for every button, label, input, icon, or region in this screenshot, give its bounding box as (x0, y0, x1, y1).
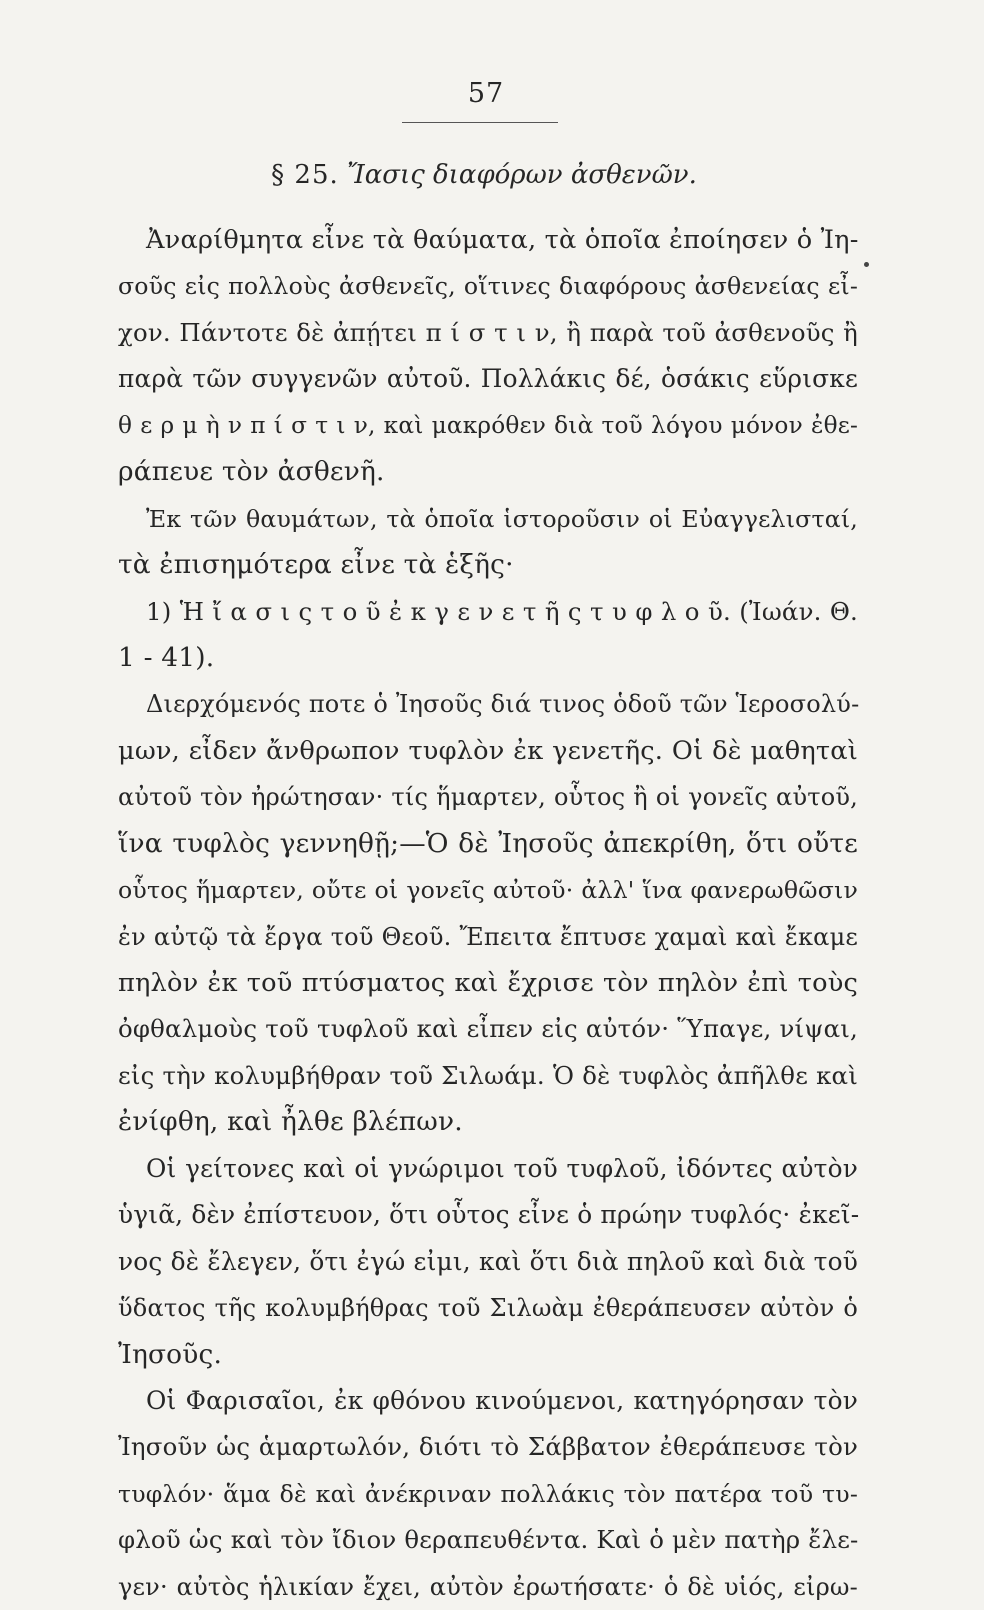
text-line: εἰς τὴν κολυμβήθραν τοῦ Σιλωάμ. Ὁ δὲ τυφλὸς ἀπῆλθε καὶ (118, 1060, 858, 1090)
text-line: πηλὸν ἐκ τοῦ πτύσματος καὶ ἔχρισε τὸν πηλὸν ἐπὶ τοὺς (118, 968, 858, 998)
text-line: Ἰησοῦς. (118, 1338, 223, 1370)
text-line: τὰ ἐπισημότερα εἶνε τὰ ἑξῆς· (118, 549, 514, 581)
text-line: Οἱ Φαρισαῖοι, ἐκ φθόνου κινούμενοι, κατηγόρησαν τὸν (146, 1385, 858, 1415)
text-line: Ἀναρίθμητα εἶνε τὰ θαύματα, τὰ ὁποῖα ἐποίησεν ὁ Ἰη- (146, 225, 859, 255)
text-line: χον. Πάντοτε δὲ ἀπῄτει π ί σ τ ι ν, ἢ παρὰ τοῦ ἀσθενοῦς ἢ (118, 317, 858, 347)
text-line: μων, εἶδεν ἄνθρωπον τυφλὸν ἐκ γενετῆς. Οἱ δὲ μαθηταὶ (118, 735, 858, 766)
body-text (118, 217, 858, 1610)
text-line: Ἰησοῦν ὡς ἁμαρτωλόν, διότι τὸ Σάββατον ἐθεράπευσε τὸν (118, 1432, 858, 1462)
section-heading (0, 160, 976, 190)
text-line: 1 - 41). (118, 641, 215, 673)
text-line: παρὰ τῶν συγγενῶν αὐτοῦ. Πολλάκις δέ, ὁσάκις εὕρισκε (118, 364, 858, 394)
text-line: ἐν αὐτῷ τὰ ἔργα τοῦ Θεοῦ. Ἔπειτα ἔπτυσε χαμαὶ καὶ ἔκαμε (118, 922, 858, 951)
text-line: ἵνα τυφλὸς γεννηθῇ;—Ὁ δὲ Ἰησοῦς ἀπεκρίθη, ὅτι οὔτε (118, 827, 858, 859)
header-rule (402, 122, 558, 123)
text-line: νος δὲ ἔλεγεν, ὅτι ἐγώ εἰμι, καὶ ὅτι διὰ πηλοῦ καὶ διὰ τοῦ (118, 1246, 858, 1276)
text-line: Ἐκ τῶν θαυμάτων, τὰ ὁποῖα ἱστοροῦσιν οἱ Εὐαγγελισταί, (146, 504, 858, 533)
text-line: Διερχόμενός ποτε ὁ Ἰησοῦς διά τινος ὁδοῦ τῶν Ἱεροσολύ- (146, 690, 860, 719)
text-line: ράπευε τὸν ἀσθενῆ. (118, 456, 385, 488)
text-line: ἐνίφθη, καὶ ἦλθε βλέπων. (118, 1106, 463, 1138)
text-line: ὑγιᾶ, δὲν ἐπίστευον, ὅτι οὗτος εἶνε ὁ πρώην τυφλός· ἐκεῖ- (118, 1200, 860, 1230)
section-number: § 25. (271, 160, 339, 190)
text-line: φλοῦ ὡς καὶ τὸν ἴδιον θεραπευθέντα. Καὶ ὁ μὲν πατὴρ ἔλε- (118, 1525, 859, 1555)
text-line: Οἱ γείτονες καὶ οἱ γνώριμοι τοῦ τυφλοῦ, ἰδόντες αὐτὸν (146, 1153, 858, 1183)
text-line: 1) Ἡ ἴ α σ ι ς τ ο ῦ ἐ κ γ ε ν ε τ ῆ ς τ υ φ λ ο ῦ. (Ἰωάν. Θ. (146, 596, 858, 626)
text-line: σοῦς εἰς πολλοὺς ἀσθενεῖς, οἵτινες διαφόρους ἀσθενείας εἶ- (118, 272, 858, 301)
text-line: αὐτοῦ τὸν ἠρώτησαν· τίς ἥμαρτεν, οὗτος ἢ οἱ γονεῖς αὐτοῦ, (118, 783, 858, 812)
section-title: Ἴασις διαφόρων ἀσθενῶν. (347, 160, 697, 190)
text-line: οὗτος ἥμαρτεν, οὔτε οἱ γονεῖς αὐτοῦ· ἀλλ' ἵνα φανερωθῶσιν (118, 876, 858, 905)
text-line: ὕδατος τῆς κολυμβήθρας τοῦ Σιλωὰμ ἐθεράπευσεν αὐτὸν ὁ (118, 1294, 858, 1323)
text-line: γεν· αὐτὸς ἡλικίαν ἔχει, αὐτὸν ἐρωτήσατε· ὁ δὲ υἱός, εἰρω- (118, 1572, 858, 1601)
text-line: ὀφθαλμοὺς τοῦ τυφλοῦ καὶ εἶπεν εἰς αὐτόν· Ὕπαγε, νίψαι, (118, 1014, 858, 1044)
ink-speck (864, 262, 869, 267)
text-line: θ ε ρ μ ὴ ν π ί σ τ ι ν, καὶ μακρόθεν διὰ τοῦ λόγου μόνον ἐθε- (118, 411, 858, 439)
page-number: 57 (467, 78, 505, 109)
text-line: τυφλόν· ἅμα δὲ καὶ ἀνέκριναν πολλάκις τὸν πατέρα τοῦ τυ- (118, 1479, 858, 1508)
